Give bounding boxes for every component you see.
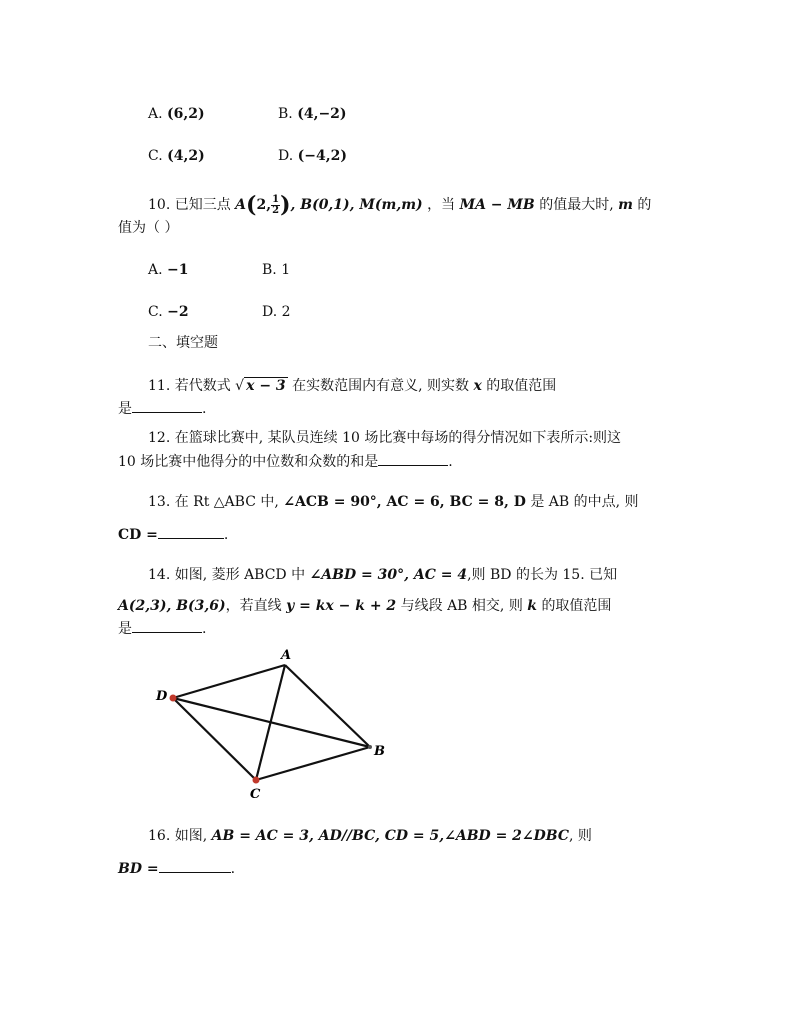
q12-line1: 12. 在篮球比赛中, 某队员连续 10 场比赛中每场的得分情况如下表所示:则这 xyxy=(148,430,622,446)
math-coord: 2, xyxy=(256,197,272,213)
option-value: (4,−2) xyxy=(297,106,347,122)
option-letter: C. xyxy=(148,148,163,164)
math-variable: k xyxy=(527,598,537,614)
edge-da xyxy=(173,665,285,698)
question-text: ，当 xyxy=(427,197,456,213)
rhombus-figure xyxy=(150,645,410,805)
math-expression: y = kx − k + 2 xyxy=(286,598,397,614)
math-expression: ∠ACB = 90°, AC = 6, BC = 8, D xyxy=(283,494,526,510)
q10-line1: 10. 已知三点 A(2, $\frac{1}{2}$ ), B(0,1), M(m,m) ，当 MA − MB 的值最大时, m 的 xyxy=(148,192,652,218)
fraction: $\frac{1}{2}$ xyxy=(272,193,280,216)
q9-option-c xyxy=(148,146,205,166)
option-letter: A. xyxy=(148,106,163,122)
vertex-c xyxy=(253,777,260,784)
q10-option-c: C. −2 xyxy=(148,304,189,320)
answer-blank[interactable] xyxy=(132,618,202,633)
q9-option-a xyxy=(148,104,205,124)
q13-line1: 13. 在 Rt △ABC 中, ∠ACB = 90°, AC = 6, BC = 8, D 是 AB 的中点, 则 xyxy=(148,494,639,510)
option-letter: B. xyxy=(278,106,293,122)
label-b: B xyxy=(374,744,385,759)
q10-line2: 值为（ ） xyxy=(118,220,179,236)
math-variable: x xyxy=(473,378,482,394)
question-text: 11. 若代数式 xyxy=(148,378,231,394)
question-text: 10. 已知三点 xyxy=(148,197,231,213)
question-text: 的 xyxy=(637,197,652,213)
square-root: √ x − 3 xyxy=(235,378,286,394)
q16-line2: BD = . xyxy=(118,858,235,879)
answer-blank[interactable] xyxy=(132,398,202,413)
question-text: 在实数范围内有意义, 则实数 xyxy=(292,378,470,394)
option-value: (4,2) xyxy=(167,148,205,164)
q14-line1: 14. 如图, 菱形 ABCD 中 ∠ABD = 30°, AC = 4,则 BD 的长为 15. 已知 xyxy=(148,567,618,583)
answer-blank[interactable] xyxy=(159,858,231,873)
edge-bc xyxy=(256,747,370,780)
label-a: A xyxy=(281,648,292,663)
q11-line2: 是 . xyxy=(118,398,206,419)
label-d: D xyxy=(156,689,168,704)
q9-option-b xyxy=(278,104,347,124)
math-expression: MA − MB xyxy=(459,197,535,213)
math-expression: AB = AC = 3, AD//BC, CD = 5 xyxy=(211,828,440,844)
q16-line1: 16. 如图, AB = AC = 3, AD//BC, CD = 5,∠ABD = 2∠DBC, 则 xyxy=(148,828,592,844)
q14-line2: A(2,3), B(3,6)，若直线 y = kx − k + 2 与线段 AB 相交, 则 k 的取值范围 xyxy=(118,598,612,614)
q10-option-d: D. 2 xyxy=(262,304,291,320)
question-text: 的取值范围 xyxy=(486,378,557,394)
q10-option-a: A. −1 xyxy=(148,262,189,278)
math-variable: m xyxy=(618,197,633,213)
math-expression: ,∠ABD = 2∠DBC xyxy=(439,828,570,844)
q14-line3: 是 . xyxy=(118,618,206,639)
math-points: A(2,3), B(3,6) xyxy=(118,598,226,614)
option-value: (−4,2) xyxy=(297,148,347,164)
q9-option-d xyxy=(278,146,347,166)
edge-ab xyxy=(285,665,370,747)
q13-line2: CD = . xyxy=(118,524,228,545)
diagonal-bd xyxy=(173,698,370,747)
option-value: (6,2) xyxy=(167,106,205,122)
q12-line2: 10 场比赛中他得分的中位数和众数的和是 . xyxy=(118,451,453,472)
section-heading: 二、填空题 xyxy=(148,335,218,351)
option-letter: D. xyxy=(278,148,294,164)
q10-option-b: B. 1 xyxy=(262,262,291,278)
question-text: 的值最大时, xyxy=(539,197,614,213)
math-expression: ∠ABD = 30°, AC = 4 xyxy=(309,567,468,583)
vertex-d xyxy=(170,695,177,702)
math-points: , B(0,1), M(m,m) xyxy=(290,197,423,213)
answer-blank[interactable] xyxy=(158,524,224,539)
vertex-b xyxy=(368,745,372,749)
q11-line1 xyxy=(148,376,556,396)
math-point: A xyxy=(235,197,247,213)
answer-blank[interactable] xyxy=(378,451,448,466)
label-c: C xyxy=(250,787,261,802)
edge-cd xyxy=(173,698,256,780)
